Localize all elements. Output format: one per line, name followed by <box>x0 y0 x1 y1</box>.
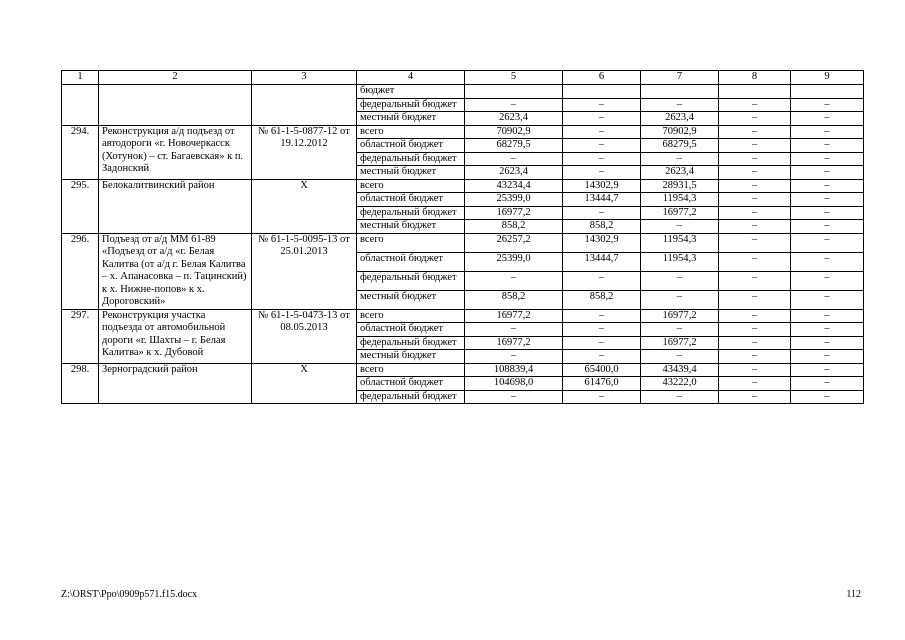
amount-cell: 858,2 <box>465 290 563 309</box>
amount-cell: 11954,3 <box>641 193 719 207</box>
amount-cell: – <box>719 139 791 153</box>
amount-cell: – <box>719 152 791 166</box>
amount-cell: – <box>465 98 563 112</box>
funding-source: местный бюджет <box>357 112 465 126</box>
amount-cell <box>641 85 719 99</box>
amount-cell: 16977,2 <box>465 336 563 350</box>
funding-source: областной бюджет <box>357 377 465 391</box>
footer-file-path: Z:\ORST\Ppo\0909p571.f15.docx <box>61 589 198 600</box>
amount-cell: 14302,9 <box>563 233 641 252</box>
amount-cell: 70902,9 <box>641 125 719 139</box>
amount-cell <box>465 85 563 99</box>
amount-cell: – <box>719 179 791 193</box>
amount-cell: 16977,2 <box>465 309 563 323</box>
table-row <box>62 85 864 99</box>
object-name: Зерноградский район <box>99 363 252 404</box>
object-name <box>99 85 252 126</box>
amount-cell: 2623,4 <box>465 112 563 126</box>
amount-cell: – <box>791 271 864 290</box>
document-code: № 61-1-5-0095-13 от 25.01.2013 <box>252 233 357 309</box>
amount-cell: – <box>791 290 864 309</box>
amount-cell: – <box>719 125 791 139</box>
page-number: 112 <box>846 589 861 600</box>
amount-cell: – <box>719 112 791 126</box>
amount-cell: – <box>719 271 791 290</box>
amount-cell: – <box>791 323 864 337</box>
object-name: Белокалитвинский район <box>99 179 252 233</box>
column-header: 8 <box>719 71 791 85</box>
funding-source: федеральный бюджет <box>357 152 465 166</box>
amount-cell: 2623,4 <box>641 112 719 126</box>
row-number: 295. <box>62 179 99 233</box>
amount-cell: 2623,4 <box>465 166 563 180</box>
amount-cell: – <box>465 350 563 364</box>
funding-source: местный бюджет <box>357 220 465 234</box>
amount-cell: 104698,0 <box>465 377 563 391</box>
funding-source: областной бюджет <box>357 193 465 207</box>
amount-cell: 43222,0 <box>641 377 719 391</box>
funding-source: всего <box>357 363 465 377</box>
budget-table <box>61 70 864 404</box>
amount-cell: – <box>791 377 864 391</box>
amount-cell: – <box>791 206 864 220</box>
amount-cell: 14302,9 <box>563 179 641 193</box>
document-code: № 61-1-5-0473-13 от 08.05.2013 <box>252 309 357 363</box>
amount-cell: – <box>791 139 864 153</box>
amount-cell: – <box>563 271 641 290</box>
amount-cell: 61476,0 <box>563 377 641 391</box>
amount-cell: 68279,5 <box>465 139 563 153</box>
amount-cell: – <box>563 112 641 126</box>
amount-cell: 858,2 <box>563 290 641 309</box>
amount-cell: – <box>791 152 864 166</box>
amount-cell: 11954,3 <box>641 252 719 271</box>
amount-cell: – <box>719 390 791 404</box>
amount-cell: – <box>791 336 864 350</box>
amount-cell: 68279,5 <box>641 139 719 153</box>
amount-cell: – <box>791 125 864 139</box>
amount-cell: – <box>563 206 641 220</box>
document-code <box>252 85 357 126</box>
column-header: 3 <box>252 71 357 85</box>
amount-cell: 858,2 <box>465 220 563 234</box>
amount-cell: – <box>641 323 719 337</box>
amount-cell: – <box>719 206 791 220</box>
document-code: Х <box>252 363 357 404</box>
column-header: 4 <box>357 71 465 85</box>
amount-cell: – <box>563 166 641 180</box>
amount-cell: – <box>563 336 641 350</box>
amount-cell: 16977,2 <box>641 206 719 220</box>
amount-cell: – <box>641 290 719 309</box>
amount-cell: 13444,7 <box>563 193 641 207</box>
amount-cell: – <box>719 220 791 234</box>
amount-cell: – <box>791 193 864 207</box>
column-header: 2 <box>99 71 252 85</box>
header-row <box>62 71 864 85</box>
row-number: 297. <box>62 309 99 363</box>
amount-cell: 28931,5 <box>641 179 719 193</box>
column-header: 7 <box>641 71 719 85</box>
amount-cell: – <box>791 233 864 252</box>
amount-cell: 16977,2 <box>641 309 719 323</box>
amount-cell <box>563 85 641 99</box>
amount-cell: – <box>719 363 791 377</box>
funding-source: областной бюджет <box>357 252 465 271</box>
table-row <box>62 233 864 252</box>
amount-cell: 43234,4 <box>465 179 563 193</box>
funding-source: областной бюджет <box>357 139 465 153</box>
funding-source: бюджет <box>357 85 465 99</box>
amount-cell: – <box>641 271 719 290</box>
amount-cell: – <box>791 112 864 126</box>
amount-cell: – <box>719 323 791 337</box>
column-header: 5 <box>465 71 563 85</box>
amount-cell: – <box>719 309 791 323</box>
amount-cell: – <box>791 390 864 404</box>
amount-cell: 65400,0 <box>563 363 641 377</box>
amount-cell: – <box>465 152 563 166</box>
amount-cell: – <box>719 377 791 391</box>
amount-cell: – <box>719 252 791 271</box>
amount-cell: – <box>563 98 641 112</box>
amount-cell: – <box>465 271 563 290</box>
amount-cell: – <box>719 233 791 252</box>
object-name: Реконструкция участка подъезда от автомобильной дороги «г. Шахты – г. Белая Калитва» к х. Дубовой <box>99 309 252 363</box>
funding-source: всего <box>357 125 465 139</box>
funding-source: федеральный бюджет <box>357 98 465 112</box>
amount-cell: 13444,7 <box>563 252 641 271</box>
amount-cell: – <box>791 166 864 180</box>
amount-cell: – <box>791 179 864 193</box>
amount-cell <box>719 85 791 99</box>
table-row <box>62 125 864 139</box>
amount-cell: – <box>641 98 719 112</box>
amount-cell: 858,2 <box>563 220 641 234</box>
funding-source: областной бюджет <box>357 323 465 337</box>
funding-source: федеральный бюджет <box>357 206 465 220</box>
amount-cell: – <box>465 323 563 337</box>
document-code: Х <box>252 179 357 233</box>
object-name: Подъезд от а/д ММ 61-89 «Подъезд от а/д «г. Белая Калитва (от а/д г. Белая Калитва – х. Апанасовка – п. Тацинский) к х. Нижне-попов» к х. Дороговский» <box>99 233 252 309</box>
table-row <box>62 179 864 193</box>
amount-cell: 25399,0 <box>465 193 563 207</box>
funding-source: местный бюджет <box>357 290 465 309</box>
funding-source: местный бюджет <box>357 350 465 364</box>
amount-cell: – <box>465 390 563 404</box>
amount-cell: – <box>719 350 791 364</box>
object-name: Реконструкция а/д подъезд от автодороги «г. Новочеркасск (Хотунок) – ст. Багаевская» к п. Задонский <box>99 125 252 179</box>
funding-source: местный бюджет <box>357 166 465 180</box>
row-number <box>62 85 99 126</box>
amount-cell: 43439,4 <box>641 363 719 377</box>
amount-cell: – <box>641 220 719 234</box>
table-body <box>62 71 864 404</box>
amount-cell: 11954,3 <box>641 233 719 252</box>
row-number: 298. <box>62 363 99 404</box>
funding-source: всего <box>357 179 465 193</box>
row-number: 294. <box>62 125 99 179</box>
funding-source: всего <box>357 309 465 323</box>
amount-cell: – <box>719 166 791 180</box>
amount-cell: – <box>791 309 864 323</box>
amount-cell: – <box>791 220 864 234</box>
amount-cell: – <box>791 252 864 271</box>
amount-cell: – <box>641 390 719 404</box>
amount-cell: – <box>719 336 791 350</box>
table-row <box>62 309 864 323</box>
amount-cell: 16977,2 <box>641 336 719 350</box>
amount-cell: 25399,0 <box>465 252 563 271</box>
column-header: 9 <box>791 71 864 85</box>
amount-cell: – <box>563 309 641 323</box>
amount-cell: – <box>563 390 641 404</box>
amount-cell: 2623,4 <box>641 166 719 180</box>
amount-cell: – <box>791 350 864 364</box>
amount-cell: 16977,2 <box>465 206 563 220</box>
funding-source: федеральный бюджет <box>357 336 465 350</box>
amount-cell: – <box>563 350 641 364</box>
column-header: 1 <box>62 71 99 85</box>
funding-source: федеральный бюджет <box>357 390 465 404</box>
amount-cell: – <box>563 139 641 153</box>
amount-cell: – <box>563 125 641 139</box>
document-code: № 61-1-5-0877-12 от 19.12.2012 <box>252 125 357 179</box>
amount-cell <box>791 85 864 99</box>
amount-cell: – <box>719 98 791 112</box>
column-header: 6 <box>563 71 641 85</box>
amount-cell: 108839,4 <box>465 363 563 377</box>
funding-source: всего <box>357 233 465 252</box>
amount-cell: 70902,9 <box>465 125 563 139</box>
amount-cell: – <box>791 363 864 377</box>
amount-cell: – <box>563 323 641 337</box>
amount-cell: – <box>641 350 719 364</box>
row-number: 296. <box>62 233 99 309</box>
amount-cell: 26257,2 <box>465 233 563 252</box>
amount-cell: – <box>791 98 864 112</box>
funding-source: федеральный бюджет <box>357 271 465 290</box>
amount-cell: – <box>563 152 641 166</box>
amount-cell: – <box>641 152 719 166</box>
amount-cell: – <box>719 290 791 309</box>
table-row <box>62 363 864 377</box>
amount-cell: – <box>719 193 791 207</box>
